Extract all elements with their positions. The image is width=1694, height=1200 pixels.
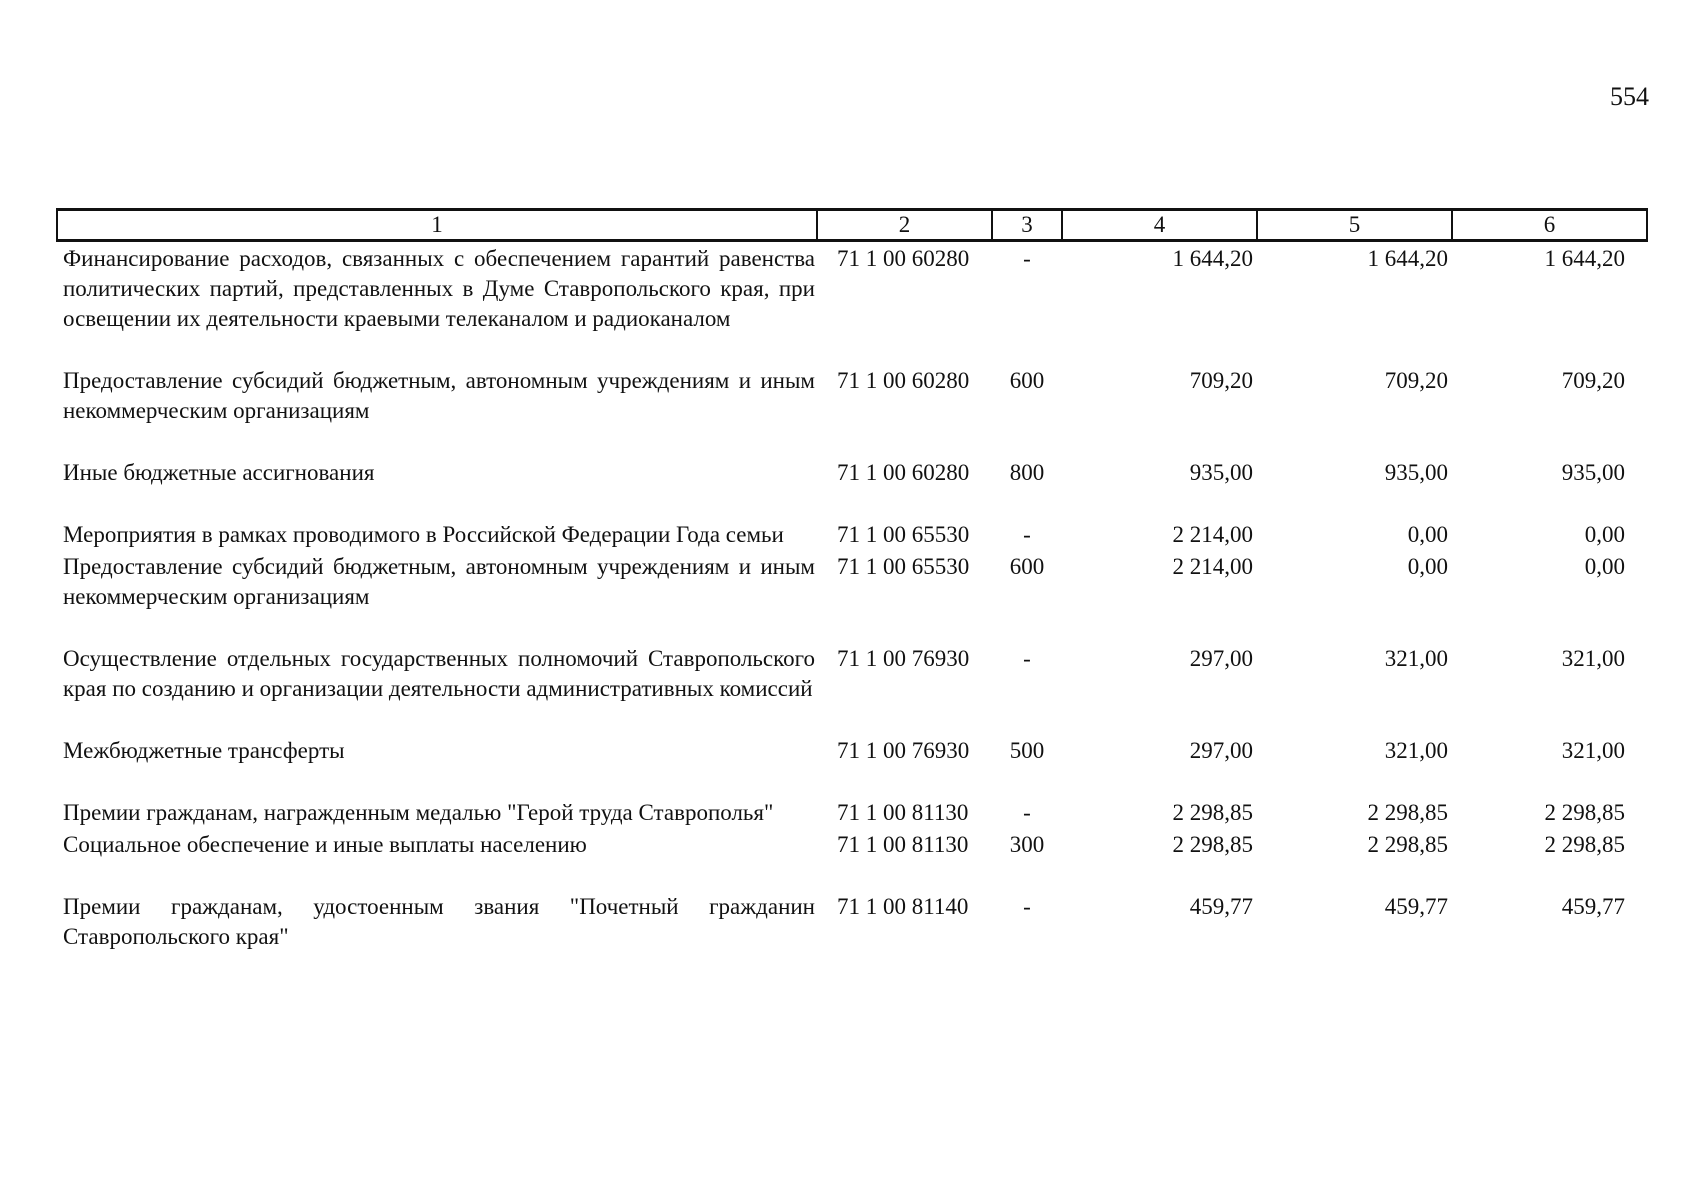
- row-value-4: 459,77: [1189, 894, 1253, 919]
- row-code: 71 1 00 65530: [837, 522, 970, 547]
- column-header-2: 2: [817, 210, 992, 241]
- row-name: Иные бюджетные ассигнования: [63, 460, 375, 485]
- row-value-4: 2 214,00: [1172, 522, 1253, 547]
- row-value-5: 321,00: [1384, 738, 1448, 763]
- row-value-6: 0,00: [1584, 554, 1625, 579]
- row-expense-type: -: [1023, 522, 1031, 547]
- row-code: 71 1 00 81130: [837, 800, 969, 825]
- table-row: [57, 241, 1647, 365]
- row-value-6: 2 298,85: [1544, 800, 1625, 825]
- table-row: [57, 796, 1647, 828]
- row-value-4: 2 214,00: [1172, 554, 1253, 579]
- row-value-5: 2 298,85: [1367, 832, 1448, 857]
- row-expense-type: -: [1023, 246, 1031, 271]
- row-expense-type: 300: [1009, 832, 1045, 857]
- table-row: [57, 734, 1647, 796]
- row-value-6: 2 298,85: [1544, 832, 1625, 857]
- row-value-4: 297,00: [1189, 738, 1253, 763]
- row-name: Межбюджетные трансферты: [63, 738, 345, 763]
- table-row: [57, 890, 1647, 952]
- row-expense-type: -: [1023, 646, 1031, 671]
- row-value-6: 321,00: [1561, 646, 1625, 671]
- table-row: [57, 456, 1647, 518]
- row-code: 71 1 00 60280: [837, 246, 970, 271]
- column-header-4: 4: [1062, 210, 1257, 241]
- column-header-1: 1: [57, 210, 817, 241]
- row-value-6: 709,20: [1561, 368, 1625, 393]
- row-expense-type: -: [1023, 894, 1031, 919]
- row-name: Осуществление отдельных государственных полномочий Ставропольского края по созданию и организации деятельности административных комиссий: [63, 646, 815, 701]
- page-number: 554: [1610, 82, 1649, 111]
- row-value-5: 0,00: [1407, 522, 1448, 547]
- row-expense-type: 600: [1009, 368, 1045, 393]
- column-header-5: 5: [1257, 210, 1452, 241]
- row-name: Финансирование расходов, связанных с обеспечением гарантий равенства политических партий, представленных в Думе Ставропольского края, при освещении их деятельности краевыми телеканалом и радиоканалом: [63, 246, 815, 331]
- row-value-5: 935,00: [1384, 460, 1448, 485]
- table-row: [57, 550, 1647, 642]
- row-name: Премии гражданам, удостоенным звания "Почетный гражданин Ставропольского края": [63, 894, 815, 949]
- row-expense-type: 600: [1009, 554, 1045, 579]
- table-row: [57, 364, 1647, 456]
- row-name: Предоставление субсидий бюджетным, автономным учреждениям и иным некоммерческим организациям: [63, 368, 815, 423]
- row-value-6: 0,00: [1584, 522, 1625, 547]
- table-header-row: [57, 210, 1647, 241]
- row-code: 71 1 00 65530: [837, 554, 970, 579]
- row-expense-type: 800: [1009, 460, 1045, 485]
- row-name: Социальное обеспечение и иные выплаты населению: [63, 832, 587, 857]
- row-value-4: 709,20: [1189, 368, 1253, 393]
- row-value-5: 1 644,20: [1367, 246, 1448, 271]
- row-code: 71 1 00 81130: [837, 832, 969, 857]
- table-row: [57, 828, 1647, 890]
- row-expense-type: -: [1023, 800, 1031, 825]
- row-code: 71 1 00 81140: [837, 894, 969, 919]
- row-value-4: 1 644,20: [1172, 246, 1253, 271]
- row-value-5: 709,20: [1384, 368, 1448, 393]
- row-value-5: 321,00: [1384, 646, 1448, 671]
- row-value-6: 321,00: [1561, 738, 1625, 763]
- budget-table: [56, 208, 1648, 952]
- row-code: 71 1 00 76930: [837, 738, 970, 763]
- row-value-4: 2 298,85: [1172, 832, 1253, 857]
- table-row: [57, 518, 1647, 550]
- row-value-4: 935,00: [1189, 460, 1253, 485]
- row-value-5: 2 298,85: [1367, 800, 1448, 825]
- row-name: Предоставление субсидий бюджетным, автономным учреждениям и иным некоммерческим организациям: [63, 554, 815, 609]
- column-header-6: 6: [1452, 210, 1647, 241]
- row-name: Мероприятия в рамках проводимого в Российской Федерации Года семьи: [63, 522, 784, 547]
- row-code: 71 1 00 60280: [837, 460, 970, 485]
- row-value-6: 935,00: [1561, 460, 1625, 485]
- table-row: [57, 642, 1647, 734]
- row-name: Премии гражданам, награжденным медалью "Герой труда Ставрополья": [63, 800, 774, 825]
- row-value-5: 0,00: [1407, 554, 1448, 579]
- row-value-4: 2 298,85: [1172, 800, 1253, 825]
- row-code: 71 1 00 76930: [837, 646, 970, 671]
- row-value-4: 297,00: [1189, 646, 1253, 671]
- row-code: 71 1 00 60280: [837, 368, 970, 393]
- row-value-6: 459,77: [1561, 894, 1625, 919]
- row-expense-type: 500: [1009, 738, 1045, 763]
- row-value-5: 459,77: [1384, 894, 1448, 919]
- column-header-3: 3: [992, 210, 1062, 241]
- row-value-6: 1 644,20: [1544, 246, 1625, 271]
